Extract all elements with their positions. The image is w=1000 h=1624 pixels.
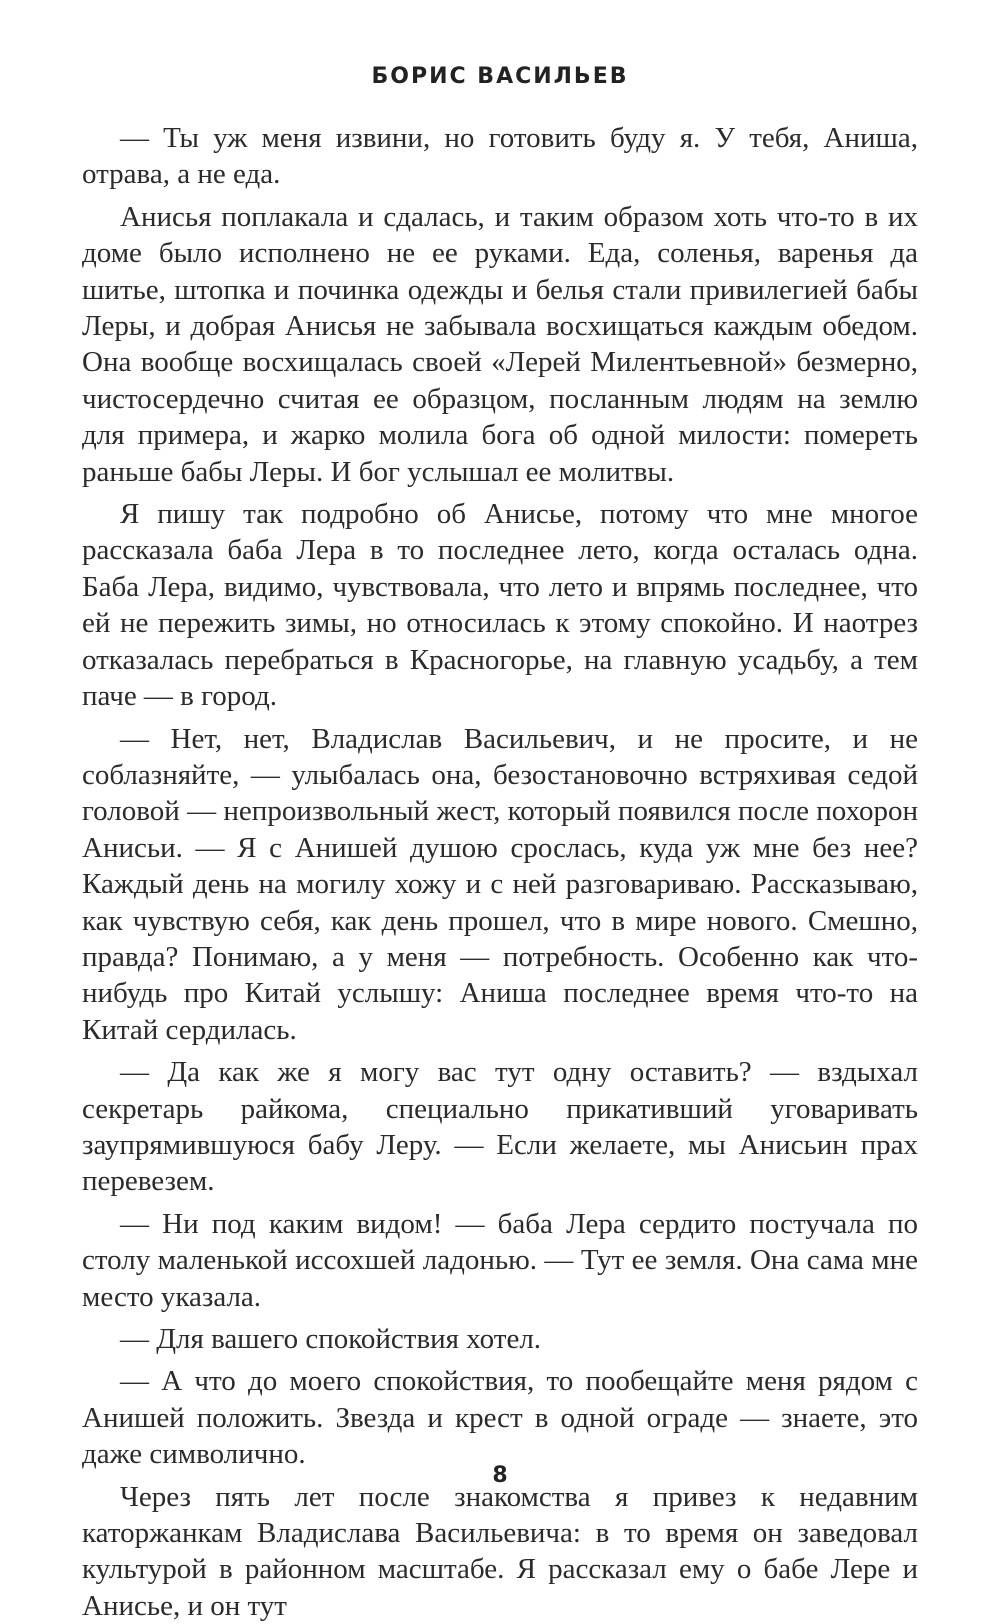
page-number: 8 xyxy=(492,1463,508,1488)
paragraph: Анисья поплакала и сдалась, и таким образом хоть что-то в их доме было исполнено не ее руками. Еда, соленья, варенья да шитье, штопка и починка одежды и белья стали привилегией бабы Леры, и добрая Анисья не забывала восхищаться каждым обедом. Она вообще восхищалась своей «Лерей Милентьевной» безмерно, чистосердечно считая ее образцом, посланным людям на землю для примера, и жарко молила бога об одной милости: помереть раньше бабы Леры. И бог услышал ее молитвы. xyxy=(82,200,918,488)
paragraph: — Для вашего спокойствия хотел. xyxy=(120,1323,542,1355)
paragraph: Через пять лет после знакомства я привез к недавним каторжанкам Владислава Васильевича: в то время он заведовал культурой в районном масштабе. Я рассказал ему о бабе Лере и Анисье, и он тут xyxy=(82,1480,918,1622)
paragraph: Я пишу так подробно об Анисье, потому что мне многое рассказала баба Лера в то последнее лето, когда осталась одна. Баба Лера, видимо, чувствовала, что лето и впрямь последнее, что ей не пережить зимы, но относилась к этому спокойно. И наотрез отказалась перебраться в Красногорье, на главную усадьбу, а тем паче — в город. xyxy=(82,498,918,713)
paragraph: — Ты уж меня извини, но готовить буду я. У тебя, Аниша, отрава, а не еда. xyxy=(82,122,918,191)
paragraph: — А что до моего спокойствия, то пообещайте меня рядом с Анишей положить. Звезда и крест в одной ограде — знаете, это даже символично. xyxy=(82,1365,918,1471)
running-head-author: БОРИС ВАСИЛЬЕВ xyxy=(371,64,629,89)
body-text xyxy=(82,120,918,1624)
paragraph: — Да как же я могу вас тут одну оставить? — вздыхал секретарь райкома, специально прикативший уговаривать заупрямившуюся бабу Леру. — Если желаете, мы Анисьин прах перевезем. xyxy=(82,1056,918,1198)
paragraph: — Ни под каким видом! — баба Лера сердито постучала по столу маленькой иссохшей ладонью. — Тут ее земля. Она сама мне место указала. xyxy=(82,1207,918,1313)
paragraph: — Нет, нет, Владислав Васильевич, и не просите, и не соблазняйте, — улыбалась она, безостановочно встряхивая седой головой — непроизвольный жест, который появился после похорон Анисьи. — Я с Анишей душою срослась, куда уж мне без нее? Каждый день на могилу хожу и с ней разговариваю. Рассказываю, как чувствую себя, как день прошел, что в мире нового. Смешно, правда? Понимаю, а у меня — потребность. Особенно как что-нибудь про Китай услышу: Аниша последнее время что-то на Китай сердилась. xyxy=(82,722,918,1046)
